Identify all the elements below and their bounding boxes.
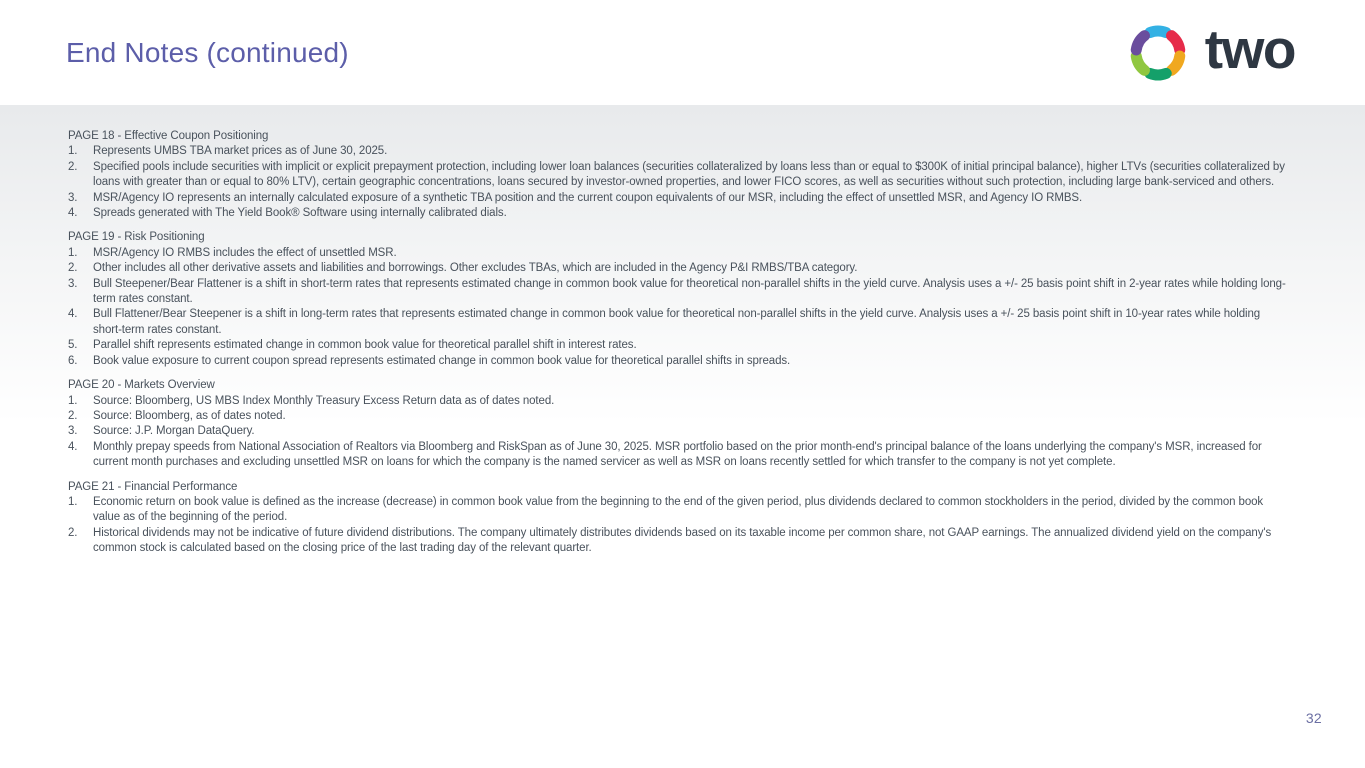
note-item-text: Represents UMBS TBA market prices as of June 30, 2025. xyxy=(93,145,388,158)
note-item-number: 1. xyxy=(68,495,78,508)
note-item xyxy=(68,277,1287,308)
note-item-number: 1. xyxy=(68,246,78,259)
note-item xyxy=(68,144,1287,159)
section-heading: PAGE 20 - Markets Overview xyxy=(68,379,215,392)
note-section xyxy=(68,378,1287,470)
note-item-number: 2. xyxy=(68,526,78,539)
note-item-text: Bull Flattener/Bear Steepener is a shift in long-term rates that represents estimated change in common book value for theoretical non-parallel shifts in the yield curve. Analysis uses a +/- 25 basis point shift in 10-year rates while holding short-term rates constant. xyxy=(93,308,1261,336)
note-item-number: 1. xyxy=(68,145,78,158)
note-item-text: Other includes all other derivative assets and liabilities and borrowings. Other excludes TBAs, which are included in the Agency P&I RMBS/TBA category. xyxy=(93,262,858,275)
note-item xyxy=(68,495,1287,526)
note-item-number: 2. xyxy=(68,160,78,173)
note-item-number: 3. xyxy=(68,277,78,290)
note-item-number: 4. xyxy=(68,308,78,321)
note-item-number: 2. xyxy=(68,262,78,275)
logo-segment-upper-right xyxy=(1171,34,1181,49)
note-list xyxy=(68,394,1287,471)
logo-segment-upper-left xyxy=(1135,34,1145,49)
note-item-text: Book value exposure to current coupon spread represents estimated change in common book value for theoretical parallel shifts in spreads. xyxy=(93,354,791,367)
note-item-number: 2. xyxy=(68,409,78,422)
section-heading: PAGE 19 - Risk Positioning xyxy=(68,231,205,244)
note-item-text: Source: J.P. Morgan DataQuery. xyxy=(93,425,255,438)
slide-header xyxy=(0,0,1365,105)
end-notes-content xyxy=(0,105,1365,768)
logo-segment-top xyxy=(1150,31,1166,33)
note-item xyxy=(68,394,1287,409)
note-item-number: 3. xyxy=(68,191,78,204)
note-item-text: Monthly prepay speeds from National Association of Realtors via Bloomberg and RiskSpan as of June 30, 2025. MSR portfolio based on the prior month-end's principal balance of the loans underlying the company's MSR, increased for current month purchases and excluding unsettled MSR on loans for which the company is the named servicer as well as MSR on loans recently settled for which transfer to the company is not yet complete. xyxy=(93,440,1262,469)
note-item xyxy=(68,261,1287,276)
note-item-number: 4. xyxy=(68,440,78,453)
note-item-text: MSR/Agency IO RMBS includes the effect of unsettled MSR. xyxy=(93,246,397,259)
note-section xyxy=(68,230,1287,369)
note-item-text: MSR/Agency IO represents an internally calculated exposure of a synthetic TBA position and the current coupon equivalents of our MSR, including the effect of unsettled MSR, and Agency IO RMBS. xyxy=(93,191,1083,204)
note-item-text: Specified pools include securities with implicit or explicit prepayment protection, including lower loan balances (securities collateralized by loans less than or equal to $300K of initial principal balance), higher LTVs (securities collateralized by loans with greater than or equal to 80% LTV), certain geographic concentrations, loans secured by investor-owned properties, and lower FICO scores, as well as securities without such protection, including large bank-serviced and others. xyxy=(93,160,1285,189)
section-heading: PAGE 21 - Financial Performance xyxy=(68,480,238,493)
logo-segment-lower-left xyxy=(1135,56,1145,71)
note-item-number: 5. xyxy=(68,339,78,352)
note-item-number: 1. xyxy=(68,394,78,407)
note-item-text: Source: Bloomberg, as of dates noted. xyxy=(93,409,286,422)
note-list xyxy=(68,246,1287,369)
note-item xyxy=(68,440,1287,471)
note-item-text: Historical dividends may not be indicative of future dividend distributions. The company ultimately distributes dividends based on its taxable income per common share, not GAAP earnings. The annualized dividend yield on the company's common stock is calculated based on the closing price of the last trading day of the relevant quarter. xyxy=(93,526,1272,555)
note-item xyxy=(68,424,1287,439)
page-number: 32 xyxy=(1305,710,1322,726)
note-item xyxy=(68,307,1287,338)
note-item xyxy=(68,526,1287,557)
note-list xyxy=(68,495,1287,557)
logo-segment-lower-right xyxy=(1171,56,1181,71)
note-item-number: 3. xyxy=(68,425,78,438)
note-item-text: Bull Steepener/Bear Flattener is a shift in short-term rates that represents estimated change in common book value for theoretical non-parallel shifts in the yield curve. Analysis uses a +/- 25 basis point shift in 2-year rates while holding long-term rates constant. xyxy=(93,277,1286,306)
note-item-text: Spreads generated with The Yield Book® Software using internally calibrated dials. xyxy=(93,207,507,220)
note-item-text: Parallel shift represents estimated change in common book value for theoretical parallel shift in interest rates. xyxy=(93,339,637,352)
note-item-number: 4. xyxy=(68,207,78,220)
logo-segment-bottom xyxy=(1150,73,1166,75)
note-item xyxy=(68,354,1287,369)
note-item xyxy=(68,191,1287,206)
section-heading: PAGE 18 - Effective Coupon Positioning xyxy=(68,130,269,142)
note-item xyxy=(68,246,1287,261)
logo-wordmark: two xyxy=(1204,18,1295,80)
note-list xyxy=(68,144,1287,221)
note-item-text: Source: Bloomberg, US MBS Index Monthly Treasury Excess Return data as of dates noted. xyxy=(93,394,555,407)
two-harbors-pinwheel-icon xyxy=(1121,16,1195,90)
note-item xyxy=(68,160,1287,191)
note-item xyxy=(68,206,1287,221)
company-logo xyxy=(1121,16,1295,90)
page-title: End Notes (continued) xyxy=(66,36,349,68)
note-item-text: Economic return on book value is defined as the increase (decrease) in common book value from the beginning to the end of the given period, plus dividends declared to common stockholders in the period, divided by the common book value as of the beginning of the period. xyxy=(93,495,1264,524)
note-section xyxy=(68,480,1287,557)
note-section xyxy=(68,129,1287,221)
note-item xyxy=(68,409,1287,424)
note-item-number: 6. xyxy=(68,354,78,367)
note-item xyxy=(68,338,1287,353)
